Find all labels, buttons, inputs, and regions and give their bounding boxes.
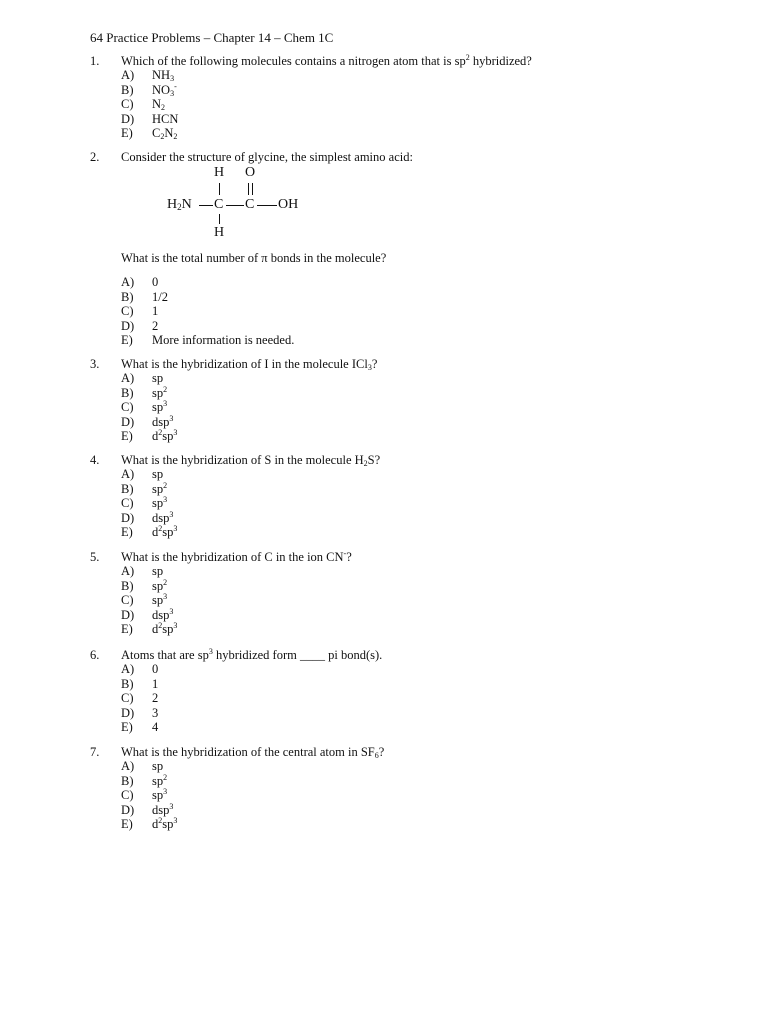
atom-h-bottom: H — [214, 225, 225, 240]
question-number: 6. — [90, 648, 100, 662]
question-number: 3. — [90, 357, 100, 371]
document-page: 64 Practice Problems – Chapter 14 – Chem 1C 1. Which of the following molecules contains a nitrogen atom that is $sp^2$ hybridized? A) $NH_3$ B) $NO_3^-$ C) $N_2$ D) HCN E) $C_2N_2$ 2. Consider the structure of glycine, the simplest amino acid: H O $H_2N$ C C OH H What is the total number of π bonds in the molecule? A) 0 B) 1/2 C) 1 D) 2 E) More information is needed. 3. What is the hybridization of I in the molecule ICl$_3$? A) sp B) $sp^2$ C) $sp^3$ D) dsp$^3$ E) $d^2sp^3$ 4. What is the hybridization of S in the molecule $H_2S$? A) sp B) $sp^2$ C) $sp^3$ D) dsp$^3$ E) $d^2sp^3$ 5. What is the hybridization of C in the ion CN-? A) sp B) $sp^2$ C) $sp^3$ D) dsp$^3$ E) $d^2sp^3$ 6. Atoms that are $sp^3$ hybridized form ____ pi bond(s). A) 0 B) 1 C) 2 D) 3 E) 4 7. What is the hybridization of the central atom in $SF_6$? A) sp B) $sp^2$ C) $sp^3$ D) dsp$^3$ E) $d^2sp^3$ — [90, 30, 532, 832]
document-title: 64 Practice Problems – Chapter 14 – Chem 1C — [90, 30, 334, 45]
question-text: What is the hybridization of I in the molecule ICl$_3$? — [121, 357, 378, 372]
bond-c2-oh — [257, 205, 277, 206]
question-number: 5. — [90, 550, 100, 564]
hydroxyl-group: OH — [278, 197, 299, 212]
atom-o-top: O — [245, 165, 256, 180]
question-number: 4. — [90, 453, 100, 467]
atom-c1: C — [214, 197, 224, 212]
question-number: 2. — [90, 150, 100, 164]
bond-c1-c2 — [226, 205, 244, 206]
question-text: What is the hybridization of the central atom in $SF_6$? — [121, 745, 385, 760]
bond-c1-h-bottom — [219, 214, 220, 224]
atom-c2: C — [245, 197, 255, 212]
question-followup-text: What is the total number of π bonds in the molecule? — [121, 251, 387, 265]
question-text: What is the hybridization of S in the molecule $H_2S$? — [121, 453, 381, 468]
bond-n-c1 — [199, 205, 213, 206]
bond-c1-h-top — [219, 183, 220, 195]
bond-c2-o-double-left — [248, 183, 249, 195]
amino-group: $H_2N$ — [167, 197, 192, 212]
bond-c2-o-double-right — [252, 183, 253, 195]
question-text: Consider the structure of glycine, the simplest amino acid: — [121, 150, 413, 164]
question-number: 7. — [90, 745, 100, 759]
question-text: What is the hybridization of C in the ion CN-? — [121, 549, 352, 564]
question-text: Which of the following molecules contains a nitrogen atom that is $sp^2$ hybridized? — [121, 53, 532, 68]
question-text: Atoms that are $sp^3$ hybridized form ____ pi bond(s). — [121, 647, 383, 662]
atom-h-top: H — [214, 165, 225, 180]
question-number: 1. — [90, 54, 100, 68]
